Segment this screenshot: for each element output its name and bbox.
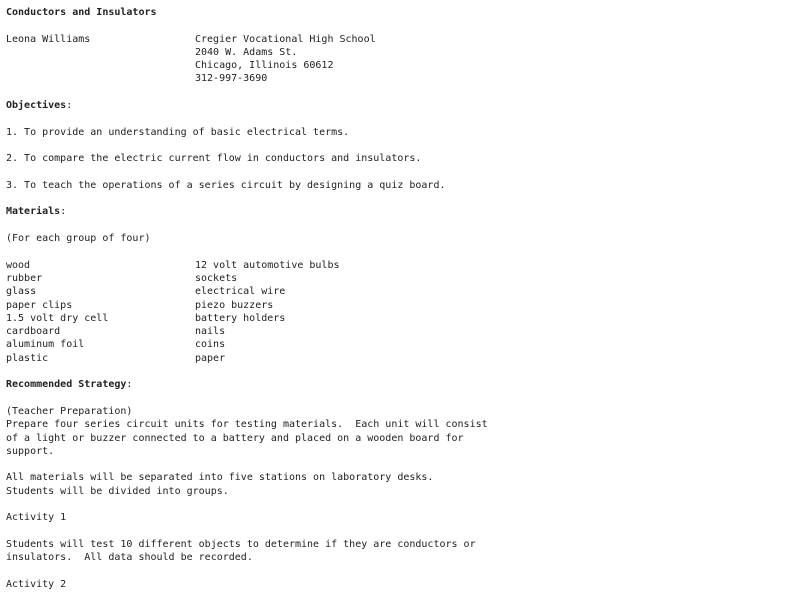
material-item: paper clips (6, 299, 73, 311)
objective-item: 2. To compare the electric current flow in conductors and insulators. (6, 153, 422, 165)
materials-row (6, 338, 800, 351)
activity-2-heading: Activity 2 (6, 578, 67, 590)
prep-line: support. (6, 445, 55, 457)
material-item: battery holders (195, 312, 286, 324)
materials-heading: Materials: (6, 206, 67, 218)
materials-list (6, 259, 800, 365)
material-item: 1.5 volt dry cell (6, 312, 109, 324)
header-row (6, 33, 800, 46)
objective-item: 3. To teach the operations of a series circuit by designing a quiz board. (6, 179, 446, 191)
materials-note: (For each group of four) (6, 233, 151, 245)
materials-row (6, 325, 800, 338)
school-city: Chicago, Illinois 60612 (195, 60, 334, 72)
teacher-prep-label: (Teacher Preparation) (6, 405, 133, 417)
school-street: 2040 W. Adams St. (195, 46, 298, 58)
materials-row (6, 299, 800, 312)
activity-1-line: Students will test 10 different objects to determine if they are conductors or (6, 538, 476, 550)
material-item: aluminum foil (6, 339, 85, 351)
material-item: 12 volt automotive bulbs (195, 259, 340, 271)
material-item: electrical wire (195, 286, 286, 298)
school-name: Cregier Vocational High School (195, 33, 376, 45)
school-phone: 312-997-3690 (195, 73, 268, 85)
prep-line: Prepare four series circuit units for testing materials. Each unit will consist (6, 419, 488, 431)
material-item: sockets (195, 272, 238, 284)
material-item: piezo buzzers (195, 299, 274, 311)
material-item: wood (6, 259, 31, 271)
objective-item: 1. To provide an understanding of basic electrical terms. (6, 126, 350, 138)
material-item: coins (195, 339, 226, 351)
materials-row (6, 352, 800, 365)
materials-row (6, 272, 800, 285)
materials-row (6, 285, 800, 298)
doc-title: Conductors and Insulators (6, 7, 157, 18)
author: Leona Williams (6, 33, 91, 45)
material-item: cardboard (6, 326, 61, 338)
prep-line: of a light or buzzer connected to a battery and placed on a wooden board for (6, 432, 464, 444)
strategy-heading: Recommended Strategy: (6, 379, 133, 391)
stations-line: All materials will be separated into five stations on laboratory desks. (6, 472, 434, 484)
material-item: plastic (6, 352, 49, 364)
materials-row (6, 312, 800, 325)
objectives-heading: Objectives: (6, 100, 73, 112)
material-item: glass (6, 286, 37, 298)
materials-row (6, 259, 800, 272)
material-item: rubber (6, 272, 43, 284)
activity-1-heading: Activity 1 (6, 512, 67, 524)
activity-1-line: insulators. All data should be recorded. (6, 552, 253, 564)
material-item: nails (195, 326, 226, 338)
stations-line: Students will be divided into groups. (6, 485, 229, 497)
material-item: paper (195, 352, 226, 364)
